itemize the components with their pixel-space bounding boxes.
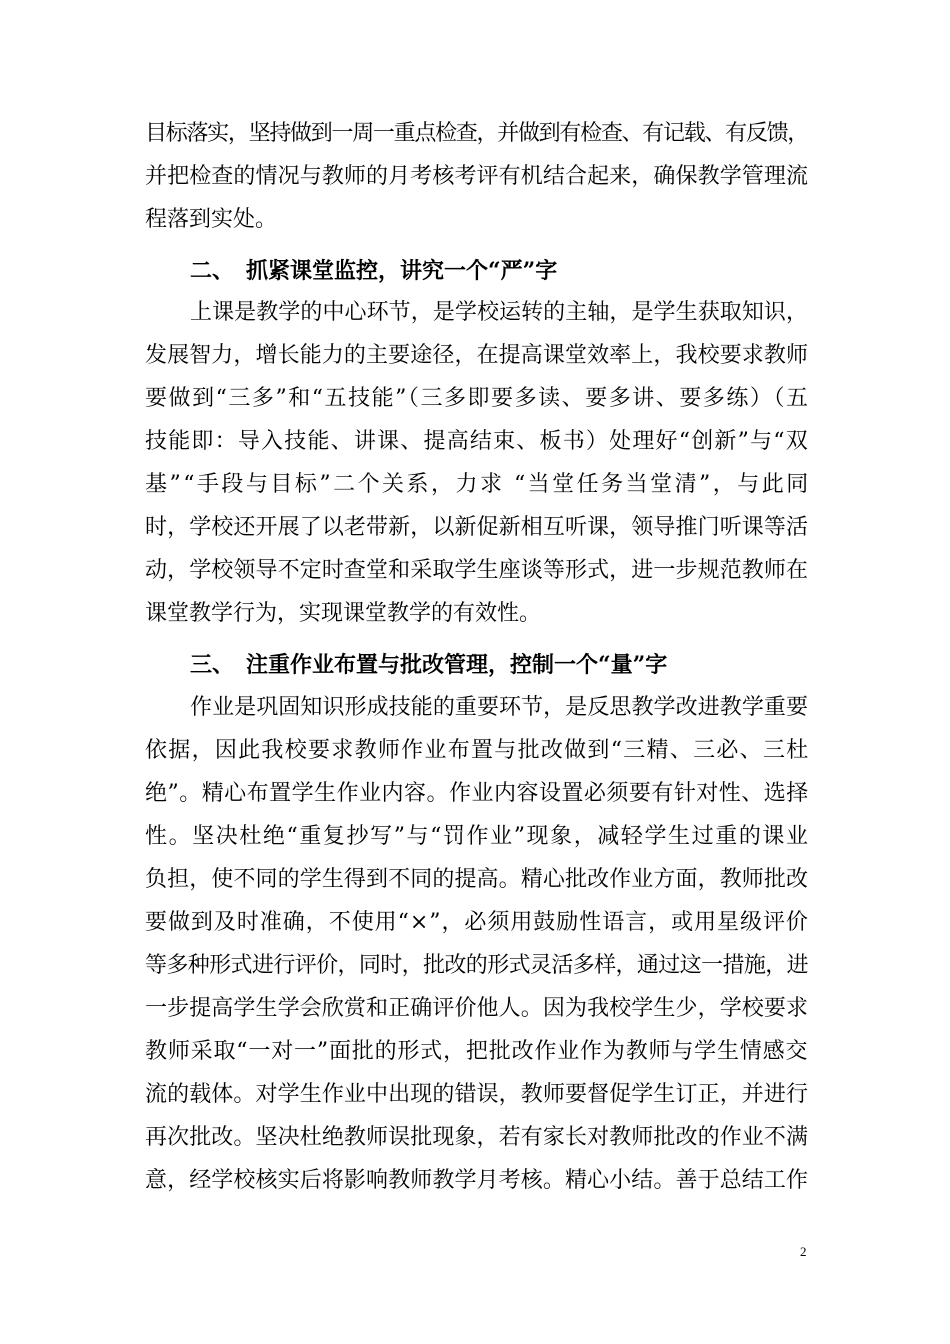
section-2-line-8: 课堂教学行为，实现课堂教学的有效性。 [145, 601, 542, 626]
intro-line-3: 程落到实处。 [145, 207, 278, 232]
section-3-title: 注重作业布置与批改管理，控制一个“量”字 [246, 652, 668, 678]
section-2-heading [190, 256, 557, 286]
section-3-line-9: 教师采取“一对一”面批的形式，把批改作业作为教师与学生情感交 [145, 1039, 809, 1064]
section-3-line-1: 作业是巩固知识形成技能的重要环节，是反思教学改进教学重要 [190, 695, 809, 720]
intro-line-1: 目标落实，坚持做到一周一重点检查，并做到有检查、有记载、有反馈， [145, 121, 809, 146]
section-3-line-3: 绝”。精心布置学生作业内容。作业内容设置必须要有针对性、选择 [145, 781, 809, 806]
section-2-number: 二、 [190, 258, 235, 284]
section-3-heading [190, 650, 667, 680]
page-number: 2 [800, 1244, 807, 1259]
section-3-line-12: 意，经学校核实后将影响教师教学月考核。精心小结。善于总结工作 [145, 1168, 809, 1193]
section-3-line-7: 等多种形式进行评价，同时，批改的形式灵活多样，通过这一措施，进 [145, 953, 809, 978]
section-2-line-7: 动，学校领导不定时查堂和采取学生座谈等形式，进一步规范教师在 [145, 558, 809, 583]
section-3-line-4: 性。坚决杜绝“重复抄写”与“罚作业”现象，减轻学生过重的课业 [145, 824, 810, 849]
section-2-line-4: 技能即：导入技能、讲课、提高结束、板书）处理好“创新”与“双 [145, 429, 809, 454]
section-3-number: 三、 [190, 652, 235, 678]
section-3-line-6: 要做到及时准确，不使用“×”，必须用鼓励性语言，或用星级评价 [145, 910, 809, 935]
intro-line-2: 并把检查的情况与教师的月考核考评有机结合起来，确保教学管理流 [145, 164, 809, 189]
section-3-line-2: 依据，因此我校要求教师作业布置与批改做到“三精、三必、三杜 [145, 738, 810, 763]
section-2-line-6: 时，学校还开展了以老带新，以新促新相互听课，领导推门听课等活 [145, 515, 809, 540]
section-2-line-1: 上课是教学的中心环节，是学校运转的主轴，是学生获取知识， [190, 300, 809, 325]
section-2-line-3: 要做到“三多”和“五技能”（三多即要多读、要多讲、要多练）（五 [145, 386, 810, 411]
section-2-line-5: 基”“手段与目标”二个关系，力求 “当堂任务当堂清”，与此同 [145, 472, 811, 497]
section-2-line-2: 发展智力，增长能力的主要途径，在提高课堂效率上，我校要求教师 [145, 343, 809, 368]
section-2-title: 抓紧课堂监控，讲究一个“严”字 [246, 258, 558, 284]
section-3-line-8: 一步提高学生学会欣赏和正确评价他人。因为我校学生少，学校要求 [145, 996, 809, 1021]
section-3-line-11: 再次批改。坚决杜绝教师误批现象，若有家长对教师批改的作业不满 [145, 1125, 809, 1150]
section-3-line-5: 负担，使不同的学生得到不同的提高。精心批改作业方面，教师批改 [145, 867, 809, 892]
section-3-line-10: 流的载体。对学生作业中出现的错误，教师要督促学生订正，并进行 [145, 1082, 809, 1107]
